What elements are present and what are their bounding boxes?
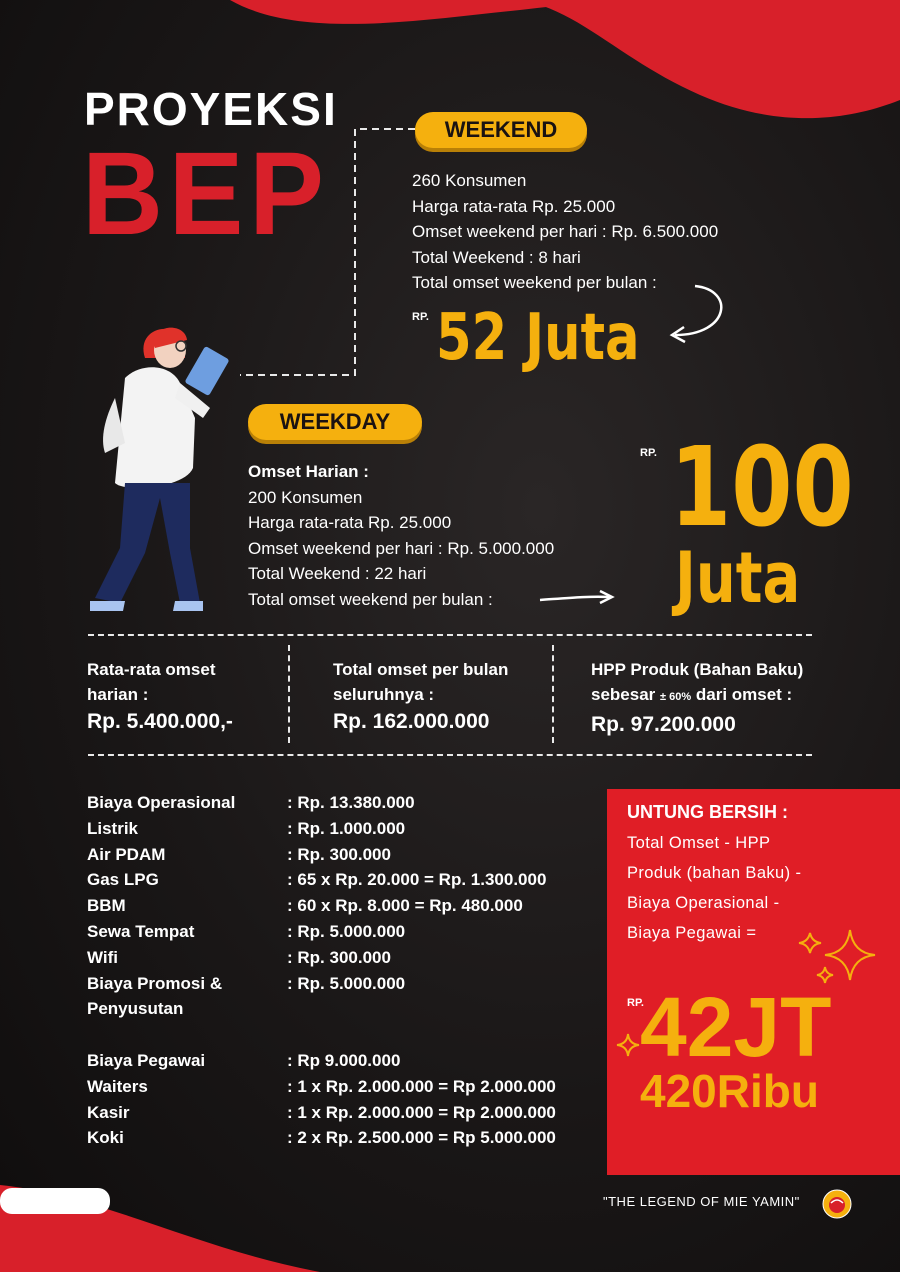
stat-value: Rp. 162.000.000 <box>333 710 490 733</box>
cost-name: Biaya Promosi & <box>87 973 223 993</box>
title-bep: BEP <box>82 128 330 260</box>
weekday-line: Omset weekend per hari : Rp. 5.000.000 <box>248 538 555 558</box>
stat-value: Rp. 97.200.000 <box>591 713 736 736</box>
weekend-line: 260 Konsumen <box>412 171 527 190</box>
stat-monthly-total <box>333 657 508 734</box>
weekday-line: Total Weekend : 22 hari <box>248 564 427 584</box>
profit-formula <box>627 828 801 948</box>
cost-value: : 60 x Rp. 8.000 = Rp. 480.000 <box>287 896 523 916</box>
stat-daily-average <box>87 657 233 734</box>
cost-name: Gas LPG <box>87 870 159 890</box>
weekend-badge: WEEKEND <box>415 112 587 148</box>
cost-names <box>87 790 235 1022</box>
staff-value: : 1 x Rp. 2.000.000 = Rp 2.000.000 <box>287 1076 556 1096</box>
divider-vertical <box>288 645 290 743</box>
person-illustration <box>85 318 245 618</box>
stat-label: Total omset per bulan <box>333 660 509 679</box>
cost-name: Listrik <box>87 818 139 838</box>
weekday-total-unit: Juta <box>675 537 801 619</box>
cost-value: : Rp. 300.000 <box>287 947 391 967</box>
profit-line: Biaya Operasional - <box>627 894 780 912</box>
weekday-line: Total omset weekend per bulan : <box>248 589 493 609</box>
profit-line: Total Omset - HPP <box>627 834 771 852</box>
stat-percent: ± 60% <box>660 691 692 703</box>
curved-arrow-icon <box>660 280 740 350</box>
cost-name: Air PDAM <box>87 844 166 864</box>
weekend-line: Total omset weekend per bulan : <box>412 273 657 293</box>
staff-values <box>287 1048 556 1151</box>
staff-names <box>87 1048 205 1151</box>
stat-label-row <box>591 682 803 710</box>
cost-value: : Rp. 5.000.000 <box>287 921 406 941</box>
staff-value: : 2 x Rp. 2.500.000 = Rp 5.000.000 <box>287 1128 556 1148</box>
weekday-heading: Omset Harian : <box>248 462 369 481</box>
staff-name: Waiters <box>87 1076 148 1096</box>
cost-value: : Rp. 300.000 <box>287 844 391 864</box>
cost-value: : Rp. 5.000.000 <box>287 973 406 993</box>
cost-values <box>287 790 546 996</box>
cost-value: : Rp. 13.380.000 <box>287 793 415 812</box>
cost-name: Biaya Operasional <box>87 793 236 812</box>
staff-name: Kasir <box>87 1102 130 1122</box>
cost-name: BBM <box>87 896 126 916</box>
profit-sub: 420Ribu <box>640 1065 819 1117</box>
weekday-details <box>248 459 554 613</box>
cost-name: Penyusutan <box>87 999 184 1019</box>
divider-bottom <box>88 754 812 756</box>
stat-label: HPP Produk (Bahan Baku) <box>591 660 804 679</box>
profit-rp: RP. <box>627 997 644 1009</box>
staff-value: : 1 x Rp. 2.000.000 = Rp 2.000.000 <box>287 1102 556 1122</box>
weekend-total: 52 Juta <box>436 301 640 375</box>
divider-vertical <box>552 645 554 743</box>
cost-name: Wifi <box>87 947 119 967</box>
stat-label: Rata-rata omset <box>87 660 216 679</box>
stat-value: Rp. 5.400.000,- <box>87 710 233 733</box>
stat-label: seluruhnya : <box>333 685 435 704</box>
weekend-rp: RP. <box>412 311 429 323</box>
staff-name: Biaya Pegawai <box>87 1051 206 1070</box>
profit-heading: UNTUNG BERSIH : <box>627 802 788 822</box>
profit-big: 42JT <box>640 980 832 1074</box>
stat-label: dari omset : <box>695 685 793 704</box>
weekend-line: Omset weekend per hari : Rp. 6.500.000 <box>412 222 719 242</box>
stat-label: sebesar <box>591 685 656 704</box>
weekend-line: Total Weekend : 8 hari <box>412 247 581 267</box>
weekend-details <box>412 168 718 296</box>
profit-line: Produk (bahan Baku) - <box>627 864 802 882</box>
stat-hpp <box>591 657 803 737</box>
staff-name: Koki <box>87 1128 124 1148</box>
sparkle-icon <box>615 1032 641 1058</box>
weekday-rp: RP. <box>640 447 657 459</box>
cost-value: : Rp. 1.000.000 <box>287 818 406 838</box>
cost-name: Sewa Tempat <box>87 921 195 941</box>
stat-label: harian : <box>87 685 149 704</box>
profit-line: Biaya Pegawai = <box>627 924 757 942</box>
brand-logo <box>822 1189 852 1219</box>
weekday-total-number: 100 <box>670 423 854 551</box>
cost-value: : 65 x Rp. 20.000 = Rp. 1.300.000 <box>287 870 547 890</box>
weekday-line: 200 Konsumen <box>248 487 363 507</box>
weekday-line: Harga rata-rata Rp. 25.000 <box>248 513 452 533</box>
staff-value: : Rp 9.000.000 <box>287 1051 401 1070</box>
footer-tagline: "THE LEGEND OF MIE YAMIN" <box>603 1194 800 1209</box>
right-arrow-icon <box>538 588 618 608</box>
title-proyeksi: PROYEKSI <box>84 83 338 135</box>
weekday-badge: WEEKDAY <box>248 404 422 440</box>
divider-top <box>88 634 812 636</box>
weekend-line: Harga rata-rata Rp. 25.000 <box>412 196 616 216</box>
